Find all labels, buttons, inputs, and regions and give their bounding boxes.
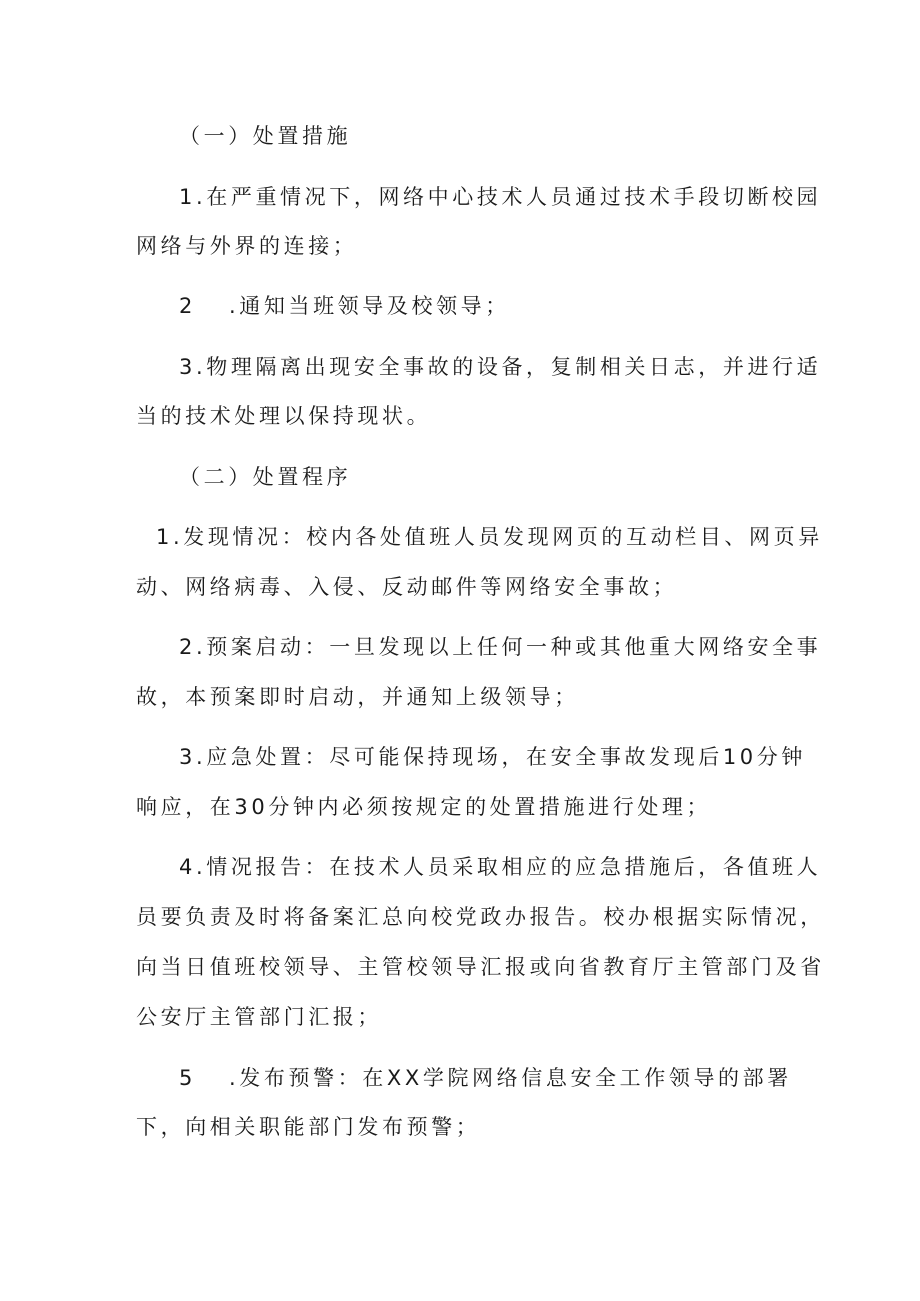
measure-2-text: .通知当班领导及校领导； (229, 294, 510, 318)
procedure-2-continued: 故，本预案即时启动，并通知上级领导； (136, 685, 579, 709)
measure-2 (179, 291, 510, 321)
procedure-4-continued-2: 向当日值班校领导、主管校领导汇报或向省教育厅主管部门及省 (136, 955, 825, 979)
measure-3-text: .物理隔离出现安全事故的设备，复制相关日志，并进行适 (195, 355, 822, 379)
procedure-5-text: .发布预警：在XX学院网络信息安全工作领导的部署 (229, 1066, 792, 1090)
measure-1-text: .在严重情况下，网络中心技术人员通过技术手段切断校园 (195, 185, 822, 209)
procedure-3-text: .应急处置：尽可能保持现场，在安全事故发现后10分钟 (195, 745, 806, 769)
procedure-3-continued: 响应，在30分钟内必须按规定的处置措施进行处理； (136, 795, 712, 819)
procedure-4-continued-1: 员要负责及时将备案汇总向校党政办报告。校办根据实际情况， (136, 905, 825, 929)
procedure-2 (179, 632, 821, 662)
procedure-4-continued-3: 公安厅主管部门汇报； (136, 1005, 382, 1029)
measure-2-number: 2 (179, 294, 196, 318)
procedure-1: 1.发现情况：校内各处值班人员发现网页的互动栏目、网页异 (156, 525, 823, 549)
measure-1-number: 1 (179, 185, 196, 209)
procedure-2-text: .预案启动：一旦发现以上任何一种或其他重大网络安全事 (195, 635, 822, 659)
procedure-4 (179, 852, 821, 882)
procedure-5-number: 5 (179, 1066, 196, 1090)
procedure-5-continued: 下，向相关职能部门发布预警； (136, 1115, 481, 1139)
heading-measures: （一）处置措施 (179, 124, 352, 148)
procedure-5 (179, 1063, 792, 1093)
procedure-2-number: 2 (179, 635, 196, 659)
procedure-4-text: .情况报告：在技术人员采取相应的应急措施后，各值班人 (195, 855, 822, 879)
measure-1-continued: 网络与外界的连接； (136, 234, 358, 258)
procedure-1-continued: 动、网络病毒、入侵、反动邮件等网络安全事故； (136, 575, 678, 599)
procedure-4-number: 4 (179, 855, 196, 879)
procedure-3 (179, 742, 806, 772)
measure-3 (179, 352, 821, 382)
procedure-3-number: 3 (179, 745, 196, 769)
heading-procedure: （二）处置程序 (179, 465, 352, 489)
measure-3-number: 3 (179, 355, 196, 379)
measure-3-continued: 当的技术处理以保持现状。 (136, 404, 432, 428)
measure-1 (179, 182, 821, 212)
